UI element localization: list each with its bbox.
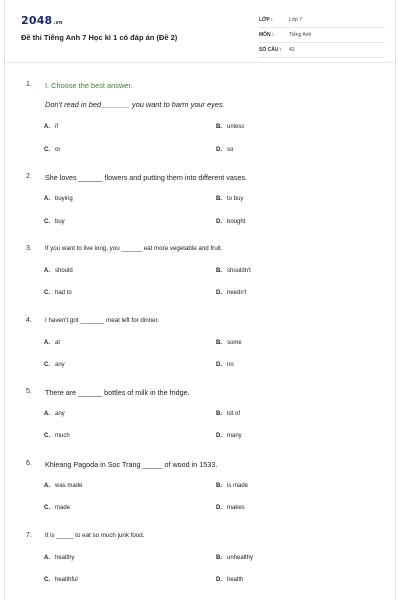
logo-suffix: .vn [53,20,63,26]
question-number: 2. [26,173,32,180]
option-letter: B. [216,555,222,561]
site-logo[interactable] [21,14,63,27]
question-stem: She loves ______ flowers and putting them into different vases. [45,173,248,182]
option-text: unhealthy [227,555,254,561]
option-text: or [55,147,61,153]
option-text: to buy [227,196,244,202]
option-d[interactable] [216,577,243,583]
option-letter: C. [44,505,50,511]
meta-row-count [259,45,385,58]
option-letter: D. [216,290,222,296]
option-c[interactable] [44,219,65,225]
option-text: shouldn't [227,268,251,274]
meta-value: 42 [289,47,295,53]
option-b[interactable] [216,483,248,489]
option-b[interactable] [216,268,251,274]
option-letter: C. [44,147,50,153]
option-text: some [227,340,242,346]
meta-label: LỚP : [259,17,273,23]
option-text: needn't [227,290,247,296]
question-number: 1. [26,81,32,88]
option-text: much [55,433,70,439]
exam-page [4,0,396,600]
option-letter: C. [44,433,50,439]
option-text: buying [55,196,73,202]
option-d[interactable] [216,219,245,225]
option-text: no [227,362,234,368]
option-letter: B. [216,196,222,202]
option-c[interactable] [44,505,70,511]
option-letter: D. [216,577,222,583]
meta-label: MÔN : [259,32,274,38]
question-stem: It is _____ to eat so much junk food. [45,532,145,539]
question-number: 4. [26,317,32,324]
option-a[interactable] [44,555,74,561]
option-letter: A. [44,555,50,561]
option-a[interactable] [44,196,73,202]
option-text: health [227,577,244,583]
option-letter: B. [216,483,222,489]
option-text: many [227,433,242,439]
document-header [5,0,395,63]
option-letter: D. [216,433,222,439]
option-b[interactable] [216,340,242,346]
option-b[interactable] [216,196,243,202]
option-d[interactable] [216,433,242,439]
option-d[interactable] [216,362,234,368]
question-stem: I haven't got _______ meat left for dinner. [45,317,160,324]
section-heading: I. Choose the best answer. [45,81,133,90]
option-a[interactable] [44,268,73,274]
option-c[interactable] [44,433,70,439]
option-text: bought [227,219,246,225]
option-text: should [55,268,73,274]
option-letter: D. [216,147,222,153]
option-d[interactable] [216,505,245,511]
option-letter: B. [216,124,222,130]
option-a[interactable] [44,411,65,417]
question-number: 5. [26,388,32,395]
option-text: at [55,340,61,346]
option-text: healthy [55,555,75,561]
option-letter: B. [216,411,222,417]
option-text: buy [55,219,65,225]
option-letter: A. [44,411,50,417]
option-letter: C. [44,577,50,583]
option-letter: B. [216,268,222,274]
logo-text: 2048 [21,14,53,27]
option-b[interactable] [216,411,240,417]
option-letter: D. [216,362,222,368]
question-number: 6. [26,460,32,467]
option-text: any [55,362,65,368]
option-text: unless [227,124,245,130]
option-a[interactable] [44,483,82,489]
question-stem: If you want to live long, you ______ eat more vegetable and fruit. [45,245,223,252]
question-stem: Khleang Pagoda in Soc Trang _____ of wood in 1533. [45,460,218,469]
document-title: Đề thi Tiếng Anh 7 Học kì 1 có đáp án (Đề 2) [21,33,178,42]
option-letter: D. [216,505,222,511]
option-d[interactable] [216,290,247,296]
option-c[interactable] [44,290,72,296]
option-text: makes [227,505,245,511]
option-letter: A. [44,196,50,202]
meta-value: Lớp 7 [289,17,303,23]
option-letter: D. [216,219,222,225]
option-text: was made [55,483,83,489]
option-c[interactable] [44,362,65,368]
option-c[interactable] [44,577,78,583]
option-text: is made [227,483,249,489]
meta-label: SỐ CÂU : [259,47,282,53]
option-text: had to [55,290,72,296]
option-letter: C. [44,219,50,225]
option-text: lot of [227,411,241,417]
meta-row-subject [259,30,385,43]
question-stem: Don't read in bed_______ you want to harm your eyes. [45,100,225,109]
option-letter: A. [44,340,50,346]
option-letter: B. [216,340,222,346]
question-number: 3. [26,245,32,252]
option-letter: A. [44,483,50,489]
option-text: made [55,505,71,511]
option-letter: C. [44,290,50,296]
option-a[interactable] [44,124,58,130]
option-d[interactable] [216,147,233,153]
option-b[interactable] [216,124,244,130]
option-text: if [55,124,58,130]
option-a[interactable] [44,340,60,346]
meta-row-grade [259,15,385,28]
option-letter: C. [44,362,50,368]
option-c[interactable] [44,147,60,153]
option-letter: A. [44,268,50,274]
option-letter: A. [44,124,50,130]
option-text: any [55,411,65,417]
question-stem: There are ______ bottles of milk in the fridge. [45,388,190,397]
question-number: 7. [26,532,32,539]
option-b[interactable] [216,555,253,561]
option-text: so [227,147,234,153]
option-text: healthful [55,577,78,583]
meta-value: Tiếng Anh [289,32,312,38]
